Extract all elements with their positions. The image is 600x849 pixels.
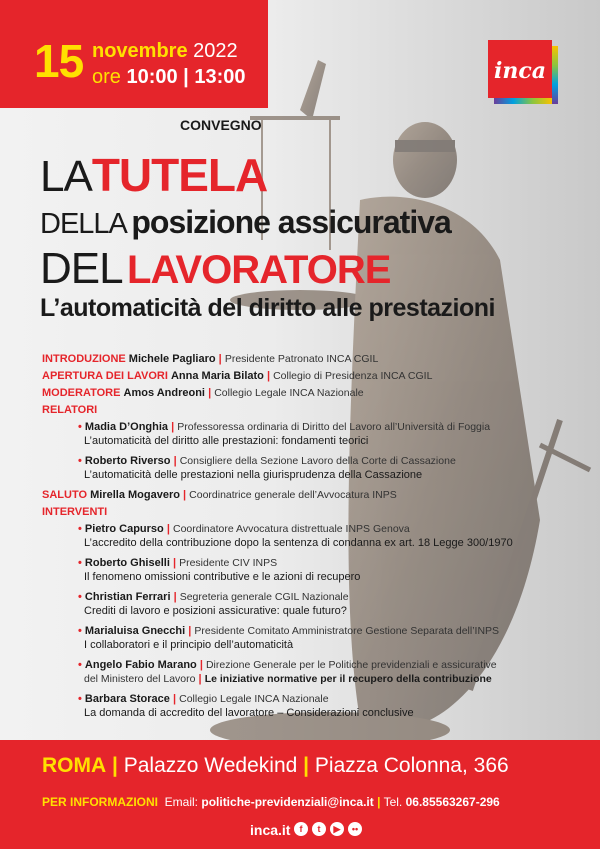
venue-line: ROMA | Palazzo Wedekind | Piazza Colonna, 366 xyxy=(42,754,509,777)
intervento-talk: La domanda di accredito del lavoratore – Considerazioni conclusive xyxy=(84,707,414,719)
relatori-label: RELATORI xyxy=(42,404,98,416)
flickr-icon[interactable]: •• xyxy=(348,822,362,836)
relatore-talk: L’automaticità delle prestazioni nella giurisprudenza della Cassazione xyxy=(84,469,423,481)
event-type: CONVEGNO xyxy=(180,117,262,133)
event-time: ore 10:00 | 13:00 xyxy=(92,66,246,88)
email-link[interactable]: politiche-previdenziali@inca.it xyxy=(201,795,374,809)
website-link[interactable]: inca.it xyxy=(250,822,291,838)
program-apertura: APERTURA DEI LAVORI Anna Maria Bilato | Collegio di Presidenza INCA CGIL xyxy=(42,370,433,382)
footer-banner xyxy=(0,740,600,849)
twitter-icon[interactable]: t xyxy=(312,822,326,836)
intervento-item: • Pietro Capurso | Coordinatore Avvocatura distrettuale INPS Genova xyxy=(78,523,410,535)
intervento-talk: L’accredito della contribuzione dopo la sentenza di condanna ex art. 18 Legge 300/1970 xyxy=(84,537,513,549)
relatore-item: • Roberto Riverso | Consigliere della Sezione Lavoro della Corte di Cassazione xyxy=(78,455,456,467)
program-moderatore: MODERATORE Amos Andreoni | Collegio Legale INCA Nazionale xyxy=(42,387,364,399)
intervento-item: • Roberto Ghiselli | Presidente CIV INPS xyxy=(78,557,278,569)
program-saluto: SALUTO Mirella Mogavero | Coordinatrice generale dell’Avvocatura INPS xyxy=(42,489,397,501)
relatore-item: • Madia D’Onghia | Professoressa ordinaria di Diritto del Lavoro all’Università di Foggia xyxy=(78,421,491,433)
interventi-label: INTERVENTI xyxy=(42,506,108,518)
event-month: novembre 2022 xyxy=(92,40,238,62)
intervento-talk: del Ministero del Lavoro | Le iniziative normative per il recupero della contribuzione xyxy=(84,673,492,685)
program-intro: INTRODUZIONE Michele Pagliaro | Presidente Patronato INCA CGIL xyxy=(42,353,379,365)
facebook-icon[interactable]: f xyxy=(294,822,308,836)
intervento-item: • Angelo Fabio Marano | Direzione Generale per le Politiche previdenziali e assicurative xyxy=(78,659,497,671)
date-banner xyxy=(0,0,268,108)
youtube-icon[interactable]: ▶ xyxy=(330,822,344,836)
intervento-talk: I collaboratori e il principio dell’automaticità xyxy=(84,639,294,651)
intervento-talk: Crediti di lavoro e posizioni assicurative: quale futuro? xyxy=(84,605,347,617)
intervento-item: • Marialuisa Gnecchi | Presidente Comitato Amministratore Gestione Separata dell’INPS xyxy=(78,625,500,637)
event-day: 15 xyxy=(34,35,84,87)
title-line-1: LATUTELA xyxy=(40,149,268,201)
intervento-talk: Il fenomeno omissioni contributive e le azioni di recupero xyxy=(84,571,361,583)
intervento-item: • Christian Ferrari | Segreteria generale CGIL Nazionale xyxy=(78,591,349,603)
contact-info: PER INFORMAZIONI Email: politiche-previdenziali@inca.it | Tel. 06.85563267-296 xyxy=(42,795,500,809)
inca-logo: inca xyxy=(488,40,558,104)
relatore-talk: L’automaticità del diritto alle prestazioni: fondamenti teorici xyxy=(84,435,369,447)
intervento-item: • Barbara Storace | Collegio Legale INCA Nazionale xyxy=(78,693,329,705)
social-icons xyxy=(294,822,362,836)
title-line-2: DELLA posizione assicurativa xyxy=(40,204,451,240)
title-line-3: DEL LAVORATORE xyxy=(40,244,391,293)
subtitle: L’automaticità del diritto alle prestazioni xyxy=(40,294,495,322)
